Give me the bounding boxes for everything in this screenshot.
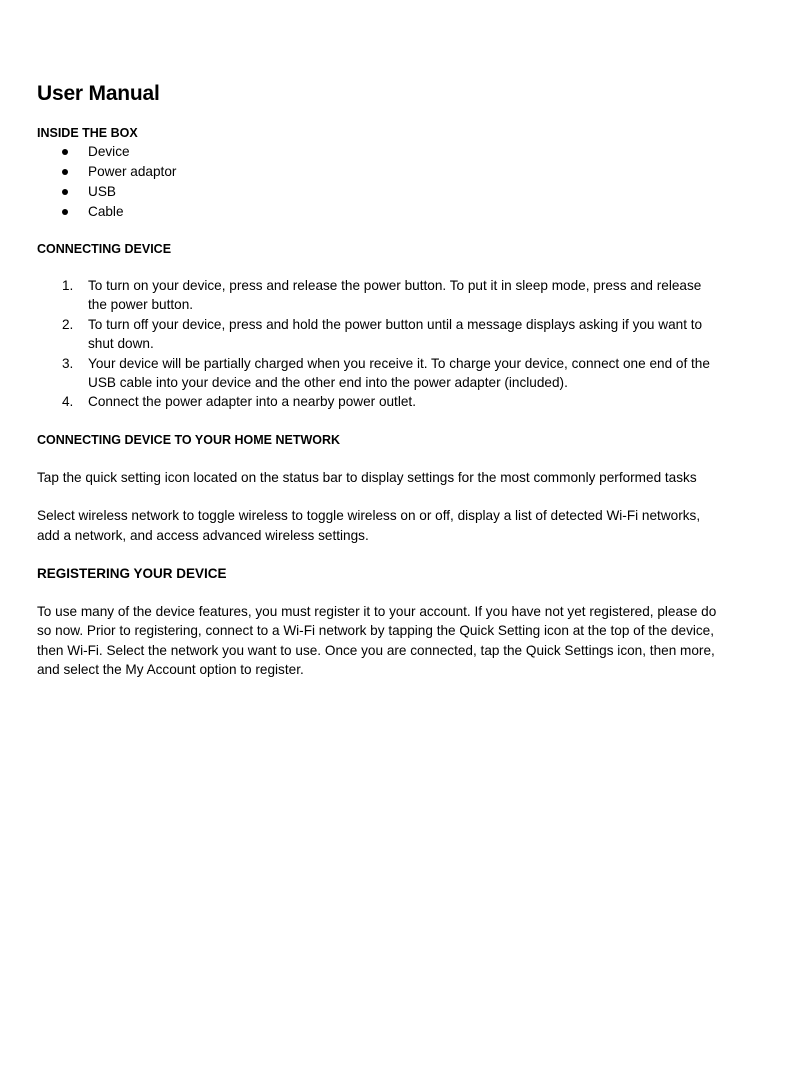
home-network-paragraph-1: Tap the quick setting icon located on the status bar to display settings for the most commonly performed tasks bbox=[37, 469, 697, 485]
registering-paragraph: To use many of the device features, you must register it to your account. If you have not yet registered, please do so now. Prior to registering, connect to a Wi-Fi network by tapping the Quick Setting icon at the top of the device, then Wi-Fi. Select the network you want to use. Once you are connected, tap the Quick Settings icon, then more, and select the My Account option to register. bbox=[37, 604, 717, 678]
home-network-paragraph-2: Select wireless network to toggle wireless to toggle wireless on or off, display a list of detected Wi-Fi networks, add a network, and access advanced wireless settings. bbox=[37, 508, 701, 543]
home-network-heading: CONNECTING DEVICE TO YOUR HOME NETWORK bbox=[37, 432, 341, 447]
bullet-icon bbox=[62, 169, 68, 175]
list-item bbox=[37, 202, 717, 222]
list-item bbox=[37, 182, 717, 202]
inside-box-list bbox=[37, 142, 717, 222]
page-title: User Manual bbox=[37, 82, 160, 105]
bullet-icon bbox=[62, 189, 68, 195]
list-item bbox=[37, 392, 717, 411]
bullet-icon bbox=[62, 209, 68, 215]
manual-page bbox=[37, 80, 717, 680]
registering-heading: REGISTERING YOUR DEVICE bbox=[37, 566, 227, 582]
list-item-label: Device bbox=[88, 144, 130, 159]
step-text: Your device will be partially charged when you receive it. To charge your device, connect one end of the USB cable into your device and the other end into the power adapter (included). bbox=[88, 355, 710, 391]
step-text: Connect the power adapter into a nearby power outlet. bbox=[88, 394, 416, 410]
step-number: 3. bbox=[62, 355, 74, 371]
list-item bbox=[37, 276, 717, 315]
inside-box-heading: INSIDE THE BOX bbox=[37, 126, 138, 140]
list-item bbox=[37, 142, 717, 162]
list-item bbox=[37, 162, 717, 182]
step-number: 2. bbox=[62, 316, 74, 332]
step-number: 1. bbox=[62, 278, 74, 293]
list-item bbox=[37, 315, 717, 354]
step-text: To turn off your device, press and hold the power button until a message displays asking if you want to shut down. bbox=[88, 316, 703, 352]
list-item bbox=[37, 354, 717, 393]
connecting-steps bbox=[37, 276, 717, 412]
list-item-label: Cable bbox=[88, 204, 124, 219]
list-item-label: USB bbox=[88, 184, 116, 199]
step-text: To turn on your device, press and release the power button. To put it in sleep mode, press and release the power button. bbox=[88, 278, 702, 313]
bullet-icon bbox=[62, 149, 68, 155]
connecting-device-heading: CONNECTING DEVICE bbox=[37, 242, 172, 256]
list-item-label: Power adaptor bbox=[88, 164, 177, 179]
step-number: 4. bbox=[62, 394, 74, 410]
